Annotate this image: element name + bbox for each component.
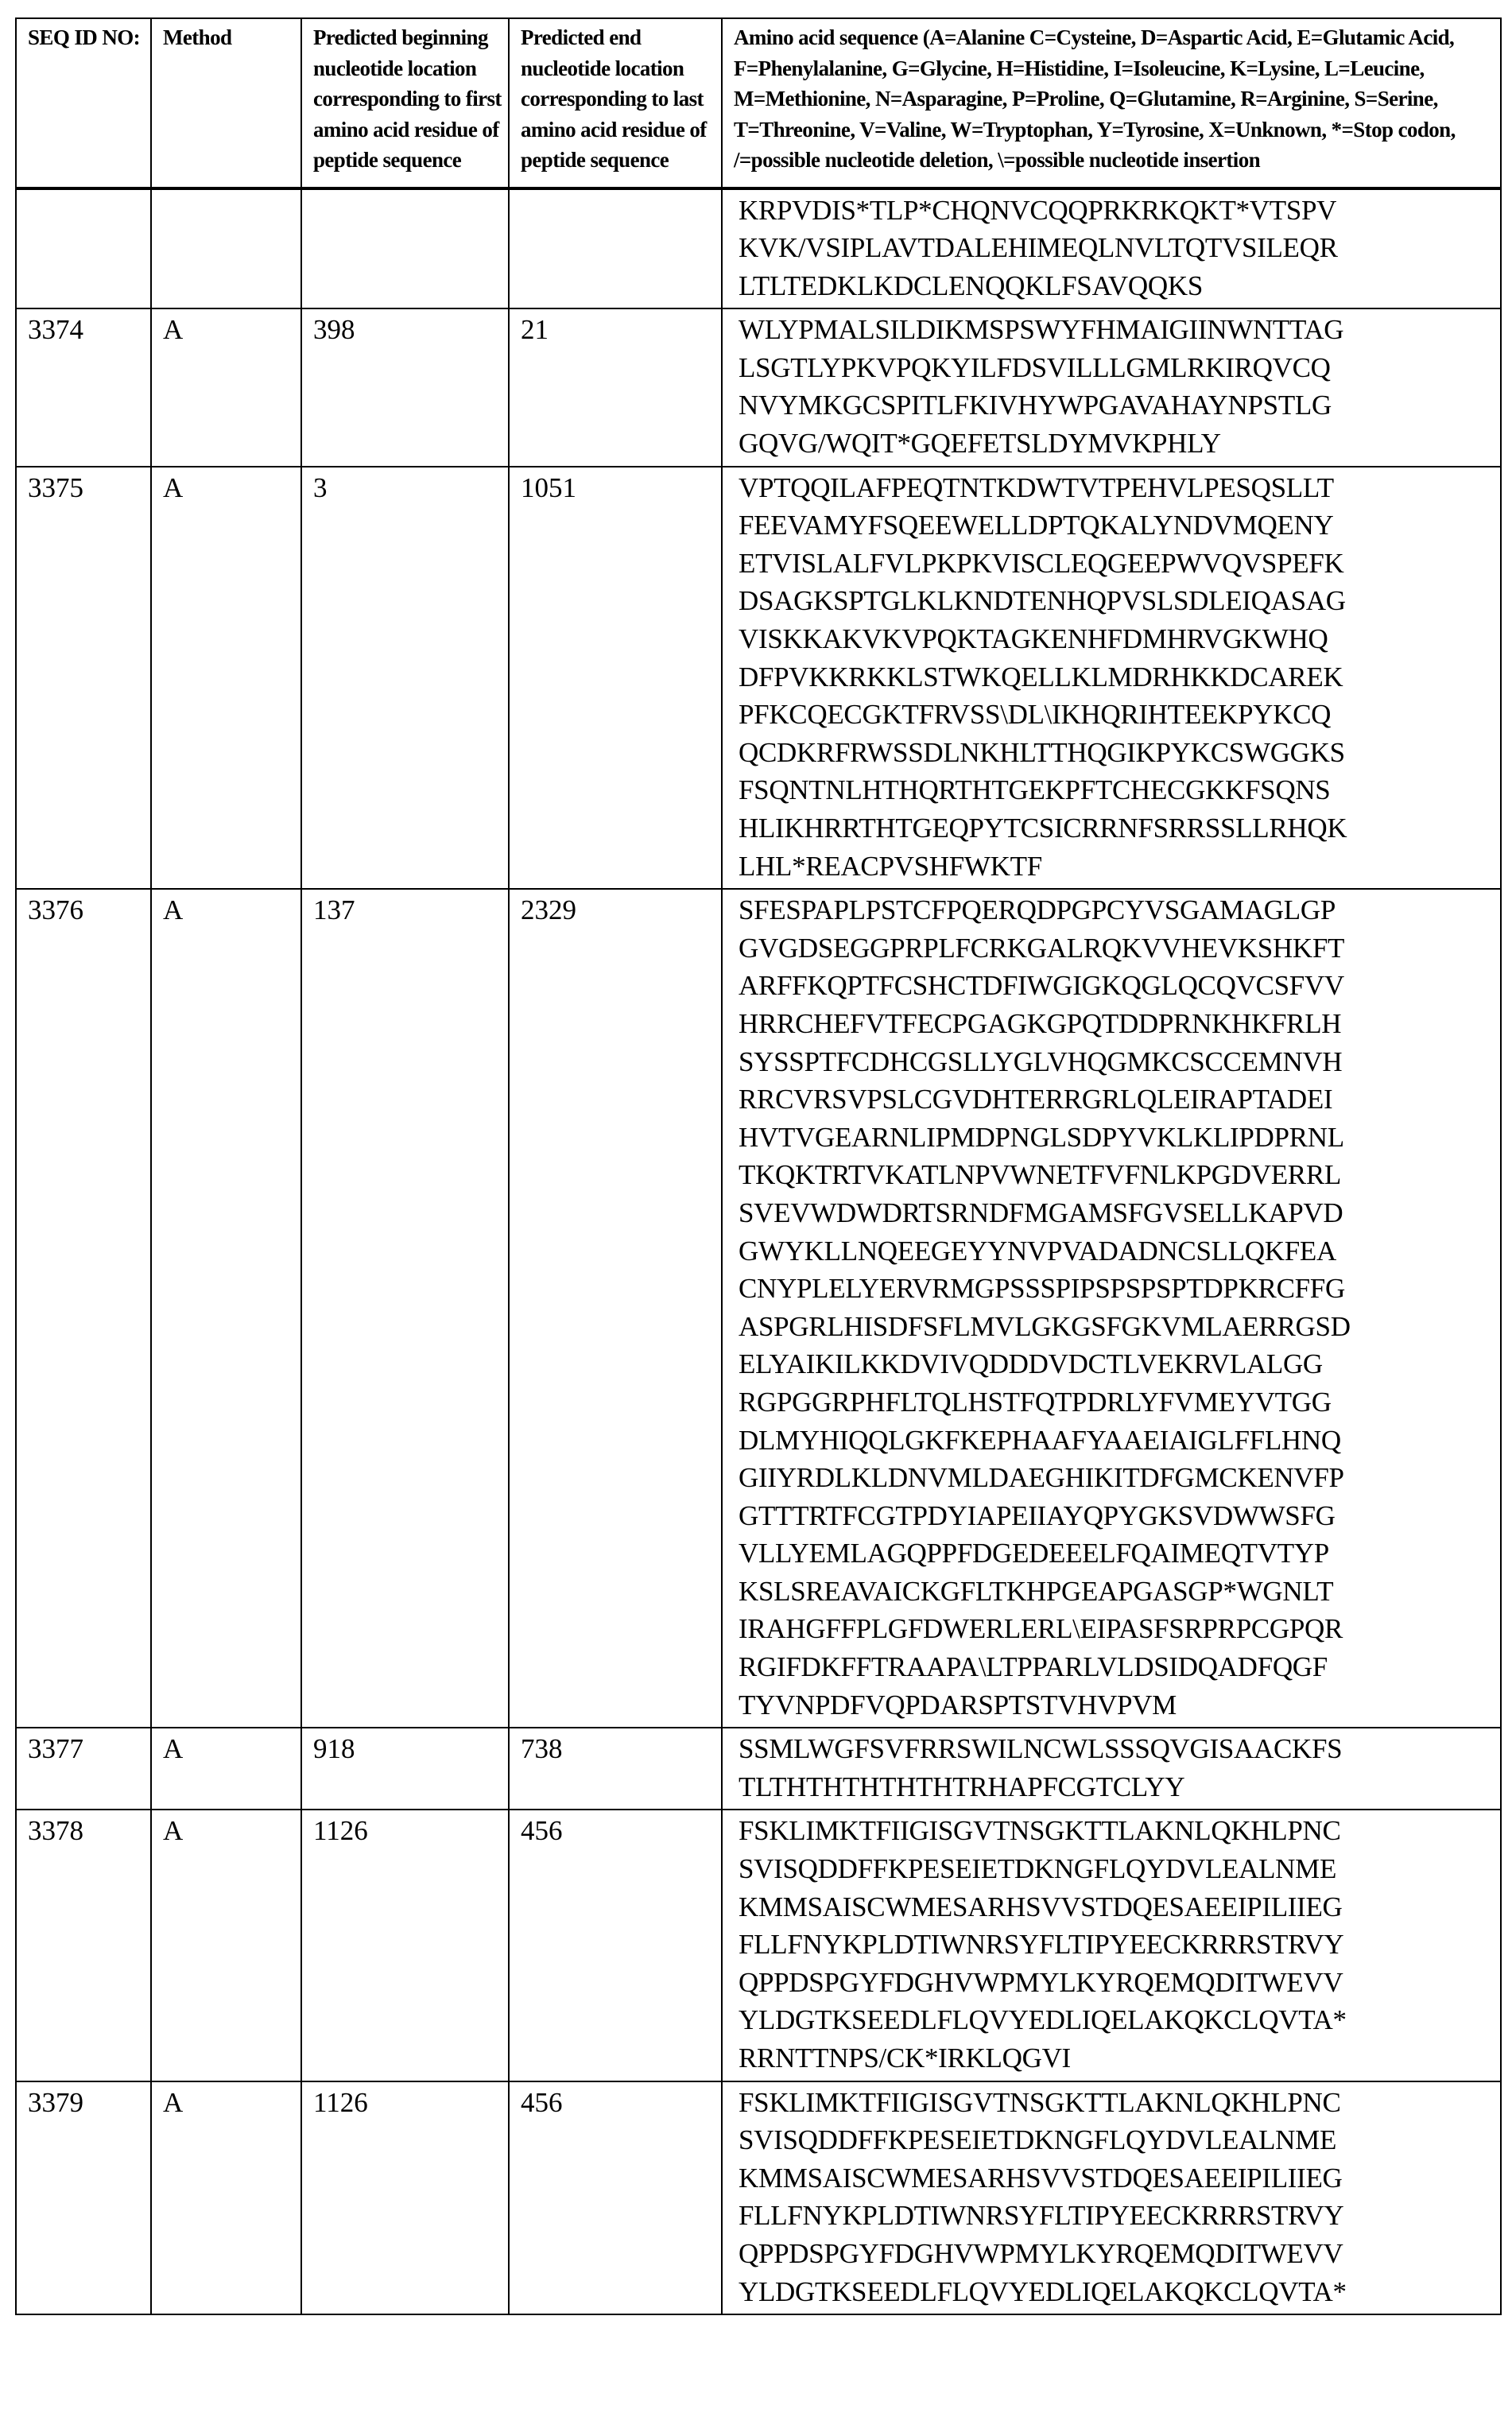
- end-cell: 738: [509, 1728, 722, 1810]
- sequence-line: RGPGGRPHFLTQLHSTFQTPDRLYFVMEYVTGG: [739, 1383, 1500, 1422]
- method-cell: A: [151, 308, 301, 466]
- table-row: [16, 467, 1501, 890]
- sequence-line: GWYKLLNQEEGEYYNVPVADADNCSLLQKFEA: [739, 1232, 1500, 1270]
- sequence-line: GVGDSEGGPRPLFCRKGALRQKVVHEVKSHKFT: [739, 929, 1500, 968]
- method-cell: A: [151, 1728, 301, 1810]
- sequence-line: PFKCQECGKTFRVSS\DL\IKHQRIHTEEKPYKCQ: [739, 696, 1500, 734]
- sequence-line: RRCVRSVPSLCGVDHTERRGRLQLEIRAPTADEI: [739, 1080, 1500, 1119]
- end-cell: [509, 188, 722, 309]
- begin-cell: 3: [301, 467, 509, 890]
- begin-cell: 918: [301, 1728, 509, 1810]
- sequence-line: YLDGTKSEEDLFLQVYEDLIQELAKQKCLQVTA*: [739, 2273, 1500, 2311]
- sequence-line: GIIYRDLKLDNVMLDAEGHIKITDFGMCKENVFP: [739, 1459, 1500, 1497]
- method-cell: A: [151, 2081, 301, 2315]
- seq-id-cell: 3378: [16, 1810, 151, 2081]
- sequence-line: ETVISLALFVLPKPKVISCLEQGEEPWVQVSPEFK: [739, 545, 1500, 583]
- sequence-line: FSKLIMKTFIIGISGVTNSGKTTLAKNLQKHLPNC: [739, 2084, 1500, 2122]
- end-cell: 2329: [509, 889, 722, 1728]
- sequence-line: RRNTTNPS/CK*IRKLQGVI: [739, 2039, 1500, 2077]
- sequence-line: ELYAIKILKKDVIVQDDDVDCTLVEKRVLALGG: [739, 1345, 1500, 1383]
- sequence-line: DSAGKSPTGLKLKNDTENHQPVSLSDLEIQASAG: [739, 582, 1500, 620]
- sequence-line: LHL*REACPVSHFWKTF: [739, 848, 1500, 886]
- sequence-line: SVISQDDFFKPESEIETDKNGFLQYDVLEALNME: [739, 1850, 1500, 1888]
- header-row: [16, 18, 1501, 188]
- sequence-line: KMMSAISCWMESARHSVVSTDQESAEEIPILIIEG: [739, 2159, 1500, 2198]
- sequence-line: SSMLWGFSVFRRSWILNCWLSSSQVGISAACKFS: [739, 1730, 1500, 1768]
- sequence-line: FSKLIMKTFIIGISGVTNSGKTTLAKNLQKHLPNC: [739, 1812, 1500, 1850]
- method-cell: A: [151, 889, 301, 1728]
- sequence-line: SVISQDDFFKPESEIETDKNGFLQYDVLEALNME: [739, 2121, 1500, 2159]
- sequence-line: ARFFKQPTFCSHCTDFIWGIGKQGLQCQVCSFVV: [739, 967, 1500, 1005]
- end-cell: 1051: [509, 467, 722, 890]
- method-cell: [151, 188, 301, 309]
- end-cell: 21: [509, 308, 722, 466]
- seq-id-cell: 3379: [16, 2081, 151, 2315]
- table-row: [16, 188, 1501, 309]
- seq-id-cell: 3374: [16, 308, 151, 466]
- sequence-line: SYSSPTFCDHCGSLLYGLVHQGMKCSCCEMNVH: [739, 1043, 1500, 1081]
- sequence-table: [15, 17, 1502, 2315]
- sequence-cell: [722, 188, 1501, 309]
- sequence-line: HRRCHEFVTFECPGAGKGPQTDDPRNKHKFRLH: [739, 1005, 1500, 1043]
- sequence-line: HLIKHRRTHTGEQPYTCSICRRNFSRRSSLLRHQK: [739, 809, 1500, 848]
- seq-id-cell: 3376: [16, 889, 151, 1728]
- begin-cell: [301, 188, 509, 309]
- sequence-line: TYVNPDFVQPDARSPTSTVHVPVM: [739, 1686, 1500, 1724]
- sequence-line: VPTQQILAFPEQTNTKDWTVTPEHVLPESQSLLT: [739, 469, 1500, 507]
- header-method: Method: [151, 18, 301, 188]
- sequence-line: YLDGTKSEEDLFLQVYEDLIQELAKQKCLQVTA*: [739, 2001, 1500, 2039]
- sequence-cell: [722, 308, 1501, 466]
- header-seq-id: SEQ ID NO:: [16, 18, 151, 188]
- sequence-cell: [722, 1728, 1501, 1810]
- sequence-line: RGIFDKFFTRAAPA\LTPPARLVLDSIDQADFQGF: [739, 1648, 1500, 1686]
- table-row: [16, 1810, 1501, 2081]
- table-row: [16, 1728, 1501, 1810]
- sequence-line: KVK/VSIPLAVTDALEHIMEQLNVLTQTVSILEQR: [739, 229, 1500, 267]
- begin-cell: 137: [301, 889, 509, 1728]
- seq-id-cell: 3377: [16, 1728, 151, 1810]
- sequence-line: ASPGRLHISDFSFLMVLGKGSFGKVMLAERRGSD: [739, 1308, 1500, 1346]
- sequence-line: FEEVAMYFSQEEWELLDPTQKALYNDVMQENY: [739, 506, 1500, 545]
- sequence-line: SVEVWDWDRTSRNDFMGAMSFGVSELLKAPVD: [739, 1194, 1500, 1232]
- sequence-line: DFPVKKRKKLSTWKQELLKLMDRHKKDCAREK: [739, 658, 1500, 696]
- sequence-line: QPPDSPGYFDGHVWPMYLKYRQEMQDITWEVV: [739, 2235, 1500, 2273]
- method-cell: A: [151, 1810, 301, 2081]
- sequence-line: HVTVGEARNLIPMDPNGLSDPYVKLKLIPDPRNL: [739, 1119, 1500, 1157]
- begin-cell: 1126: [301, 2081, 509, 2315]
- sequence-line: VISKKAKVKVPQKTAGKENHFDMHRVGKWHQ: [739, 620, 1500, 658]
- seq-id-cell: [16, 188, 151, 309]
- begin-cell: 398: [301, 308, 509, 466]
- sequence-line: DLMYHIQQLGKFKEPHAAFYAAEIAIGLFFLHNQ: [739, 1422, 1500, 1460]
- sequence-line: LTLTEDKLKDCLENQQKLFSAVQQKS: [739, 267, 1500, 305]
- header-end: Predicted end nucleotide location corresponding to last amino acid residue of peptide sequence: [509, 18, 722, 188]
- end-cell: 456: [509, 1810, 722, 2081]
- sequence-cell: [722, 889, 1501, 1728]
- sequence-line: KSLSREAVAICKGFLTKHPGEAPGASGP*WGNLT: [739, 1573, 1500, 1611]
- sequence-line: KMMSAISCWMESARHSVVSTDQESAEEIPILIIEG: [739, 1888, 1500, 1926]
- sequence-line: VLLYEMLAGQPPFDGEDEEELFQAIMEQTVTYP: [739, 1534, 1500, 1573]
- sequence-line: NVYMKGCSPITLFKIVHYWPGAVAHAYNPSTLG: [739, 386, 1500, 425]
- method-cell: A: [151, 467, 301, 890]
- end-cell: 456: [509, 2081, 722, 2315]
- sequence-line: TLTHTHTHTHTHTRHAPFCGTCLYY: [739, 1768, 1500, 1806]
- sequence-line: CNYPLELYERVRMGPSSSPIPSPSPSPTDPKRCFFG: [739, 1270, 1500, 1308]
- sequence-line: SFESPAPLPSTCFPQERQDPGPCYVSGAMAGLGP: [739, 891, 1500, 929]
- table-row: [16, 2081, 1501, 2315]
- table-row: [16, 308, 1501, 466]
- sequence-line: FSQNTNLHTHQRTHTGEKPFTCHECGKKFSQNS: [739, 771, 1500, 809]
- sequence-line: LSGTLYPKVPQKYILFDSVILLLGMLRKIRQVCQ: [739, 349, 1500, 387]
- header-sequence: Amino acid sequence (A=Alanine C=Cysteine, D=Aspartic Acid, E=Glutamic Acid, F=Phenylalanine, G=Glycine, H=Histidine, I=Isoleucine, K=Lysine, L=Leucine, M=Methionine, N=Asparagine, P=Proline, Q=Glutamine, R=Arginine, S=Serine, T=Threonine, V=Valine, W=Tryptophan, Y=Tyrosine, X=Unknown, *=Stop codon, /=possible nucleotide deletion, \=possible nucleotide insertion: [722, 18, 1501, 188]
- begin-cell: 1126: [301, 1810, 509, 2081]
- sequence-line: FLLFNYKPLDTIWNRSYFLTIPYEECKRRRSTRVY: [739, 1926, 1500, 1964]
- sequence-line: GTTTRTFCGTPDYIAPEIIAYQPYGKSVDWWSFG: [739, 1497, 1500, 1535]
- seq-id-cell: 3375: [16, 467, 151, 890]
- sequence-cell: [722, 467, 1501, 890]
- sequence-line: FLLFNYKPLDTIWNRSYFLTIPYEECKRRRSTRVY: [739, 2197, 1500, 2235]
- sequence-line: QCDKRFRWSSDLNKHLTTHQGIKPYKCSWGGKS: [739, 734, 1500, 772]
- sequence-line: WLYPMALSILDIKMSPSWYFHMAIGIINWNTTAG: [739, 311, 1500, 349]
- sequence-line: IRAHGFFPLGFDWERLERL\EIPASFSRPRPCGPQR: [739, 1610, 1500, 1648]
- table-row: [16, 889, 1501, 1728]
- sequence-cell: [722, 1810, 1501, 2081]
- sequence-line: QPPDSPGYFDGHVWPMYLKYRQEMQDITWEVV: [739, 1964, 1500, 2002]
- sequence-cell: [722, 2081, 1501, 2315]
- sequence-line: GQVG/WQIT*GQEFETSLDYMVKPHLY: [739, 425, 1500, 463]
- sequence-line: KRPVDIS*TLP*CHQNVCQQPRKRKQKT*VTSPV: [739, 192, 1500, 230]
- header-begin: Predicted beginning nucleotide location corresponding to first amino acid residue of peptide sequence: [301, 18, 509, 188]
- sequence-line: TKQKTRTVKATLNPVWNETFVFNLKPGDVERRL: [739, 1156, 1500, 1194]
